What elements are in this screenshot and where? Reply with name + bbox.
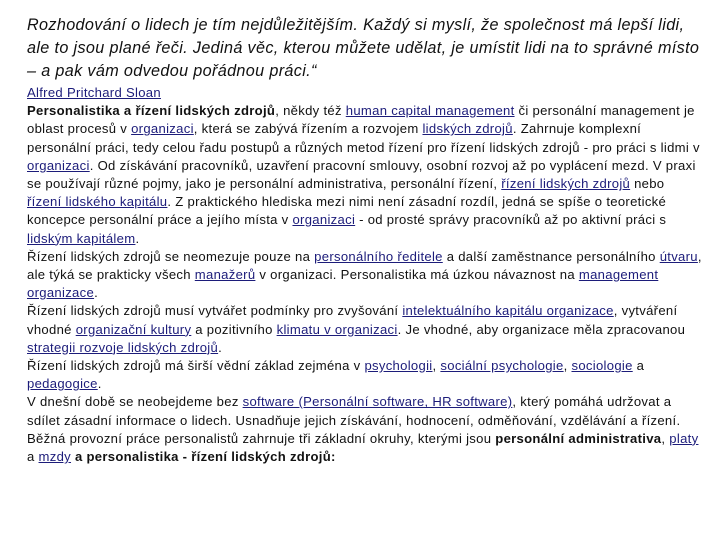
paragraph-scope xyxy=(27,248,702,303)
text-run: , někdy též xyxy=(275,103,346,119)
text-run: a xyxy=(27,449,39,465)
paragraph-operations xyxy=(27,430,702,466)
link-klimatu-v-organizaci[interactable]: klimatu v organizaci xyxy=(276,321,398,337)
text-run: . xyxy=(94,285,99,301)
text-run: - od prosté správy pracovníků až po aktivní práci s xyxy=(355,212,667,228)
link-socialni-psychologie[interactable]: sociální psychologie xyxy=(440,358,564,374)
text-run: či personální management je oblast procesů v xyxy=(27,103,695,137)
text-run: Řízení lidských zdrojů má širší vědní základ zejména v xyxy=(27,358,365,374)
link-organizace[interactable]: organizaci xyxy=(131,121,194,137)
text-run: . Od získávání pracovníků, uzavření pracovní smlouvy, osobní rozvoj až po vyplácení mezd. V praxi se používají různé pojmy, jako je personální administrativa, personální řízení, xyxy=(27,157,696,192)
text-run: a pozitivního xyxy=(191,321,277,337)
text-run: . xyxy=(218,339,223,355)
text-run: Běžná provozní práce personalistů zahrnuje tři základní okruhy, kterými jsou xyxy=(27,430,496,446)
text-run: . xyxy=(97,376,102,392)
link-personalniho-reditele[interactable]: personálního ředitele xyxy=(314,248,443,264)
paragraph-conditions xyxy=(27,302,702,357)
link-utvaru[interactable]: útvaru xyxy=(659,248,698,264)
link-rizeni-lidskeho-kapitalu[interactable]: řízení lidského kapitálu xyxy=(27,194,168,210)
text-run: Řízení lidských zdrojů musí vytvářet podmínky pro zvyšování xyxy=(27,303,403,319)
text-run: V dnešní době se neobejdeme bez xyxy=(27,394,243,410)
text-run: nebo xyxy=(630,176,665,192)
term-heading: Personalistika a řízení lidských zdrojů xyxy=(27,103,276,119)
text-run: . Z praktického hlediska mezi nimi není zásadní rozdíl, jedná se spíše o teoretické koncepce personální práce a jejího místa v xyxy=(27,194,667,228)
link-manazeru[interactable]: manažerů xyxy=(194,267,256,283)
link-management-organizace[interactable]: management organizace xyxy=(27,267,659,301)
paragraph-intro xyxy=(27,102,702,248)
term-personalni-administrativa: personální administrativa xyxy=(495,430,662,446)
text-run: . Zahrnuje komplexní personální práci, tedy celou řadu postupů a různých metod řízení pro řízení lidských zdrojů - pro práci s lidmi v xyxy=(27,121,700,155)
link-strategii-rozvoje[interactable]: strategii rozvoje lidských zdrojů xyxy=(27,339,219,355)
link-organizacni-kultury[interactable]: organizační kultury xyxy=(75,321,192,337)
link-sociologie[interactable]: sociologie xyxy=(571,358,633,374)
link-human-capital-management[interactable]: human capital management xyxy=(345,103,515,119)
quote-author xyxy=(27,84,702,102)
text-run: , xyxy=(661,430,670,446)
text-run: . Je vhodné, aby organizace měla zpracovanou xyxy=(397,321,686,337)
term-personalistika: a personalistika - řízení lidských zdrojů: xyxy=(71,449,336,465)
link-platy[interactable]: platy xyxy=(669,430,699,446)
paragraph-software xyxy=(27,393,702,429)
link-psychologii[interactable]: psychologii xyxy=(364,358,433,374)
link-lidskym-kapitalem[interactable]: lidským kapitálem xyxy=(27,230,136,246)
quote-text: Rozhodování o lidech je tím nejdůležitějším. Každý si myslí, že společnost má lepší lidi, ale to jsou plané řeči. Jediná věc, kterou můžete udělat, je umístit lidi na to správné místo – a pak vám odvedou pořádnou práci.“ xyxy=(27,16,700,80)
text-run: a xyxy=(632,358,645,374)
link-software[interactable]: software (Personální software, HR software) xyxy=(242,394,513,410)
text-run: , vytváření vhodné xyxy=(27,303,678,337)
link-pedagogice[interactable]: pedagogice xyxy=(27,376,98,392)
text-run: a další zaměstnance personálního xyxy=(442,248,660,264)
link-rizeni-lidskych-zdroju[interactable]: řízení lidských zdrojů xyxy=(501,176,631,192)
text-run: Řízení lidských zdrojů se neomezuje pouze na xyxy=(27,248,315,264)
text-run: , xyxy=(563,358,572,374)
link-lidskych-zdroju[interactable]: lidských zdrojů xyxy=(422,121,513,137)
paragraph-sciences xyxy=(27,357,702,393)
text-run: v organizaci. Personalistika má úzkou návaznost na xyxy=(255,267,579,283)
article-body xyxy=(27,84,702,466)
text-run: , která se zabývá řízením a rozvojem xyxy=(193,121,423,137)
text-run: , který pomáhá udržovat a sdílet zásadní informace o lidech. Usnadňuje jejich získávání, hodnocení, odměňování, vzdělávání a řízení. xyxy=(27,394,681,428)
text-run: , ale týká se prakticky všech xyxy=(27,248,702,283)
text-run: . xyxy=(135,230,140,246)
text-run: , xyxy=(432,358,441,374)
link-mzdy[interactable]: mzdy xyxy=(38,449,72,465)
link-organizaci[interactable]: organizaci xyxy=(27,157,90,173)
link-organizaci-2[interactable]: organizaci xyxy=(292,212,356,228)
link-intelektualniho-kapitalu[interactable]: intelektuálního kapitálu organizace xyxy=(402,303,614,319)
author-link[interactable]: Alfred Pritchard Sloan xyxy=(27,85,161,100)
